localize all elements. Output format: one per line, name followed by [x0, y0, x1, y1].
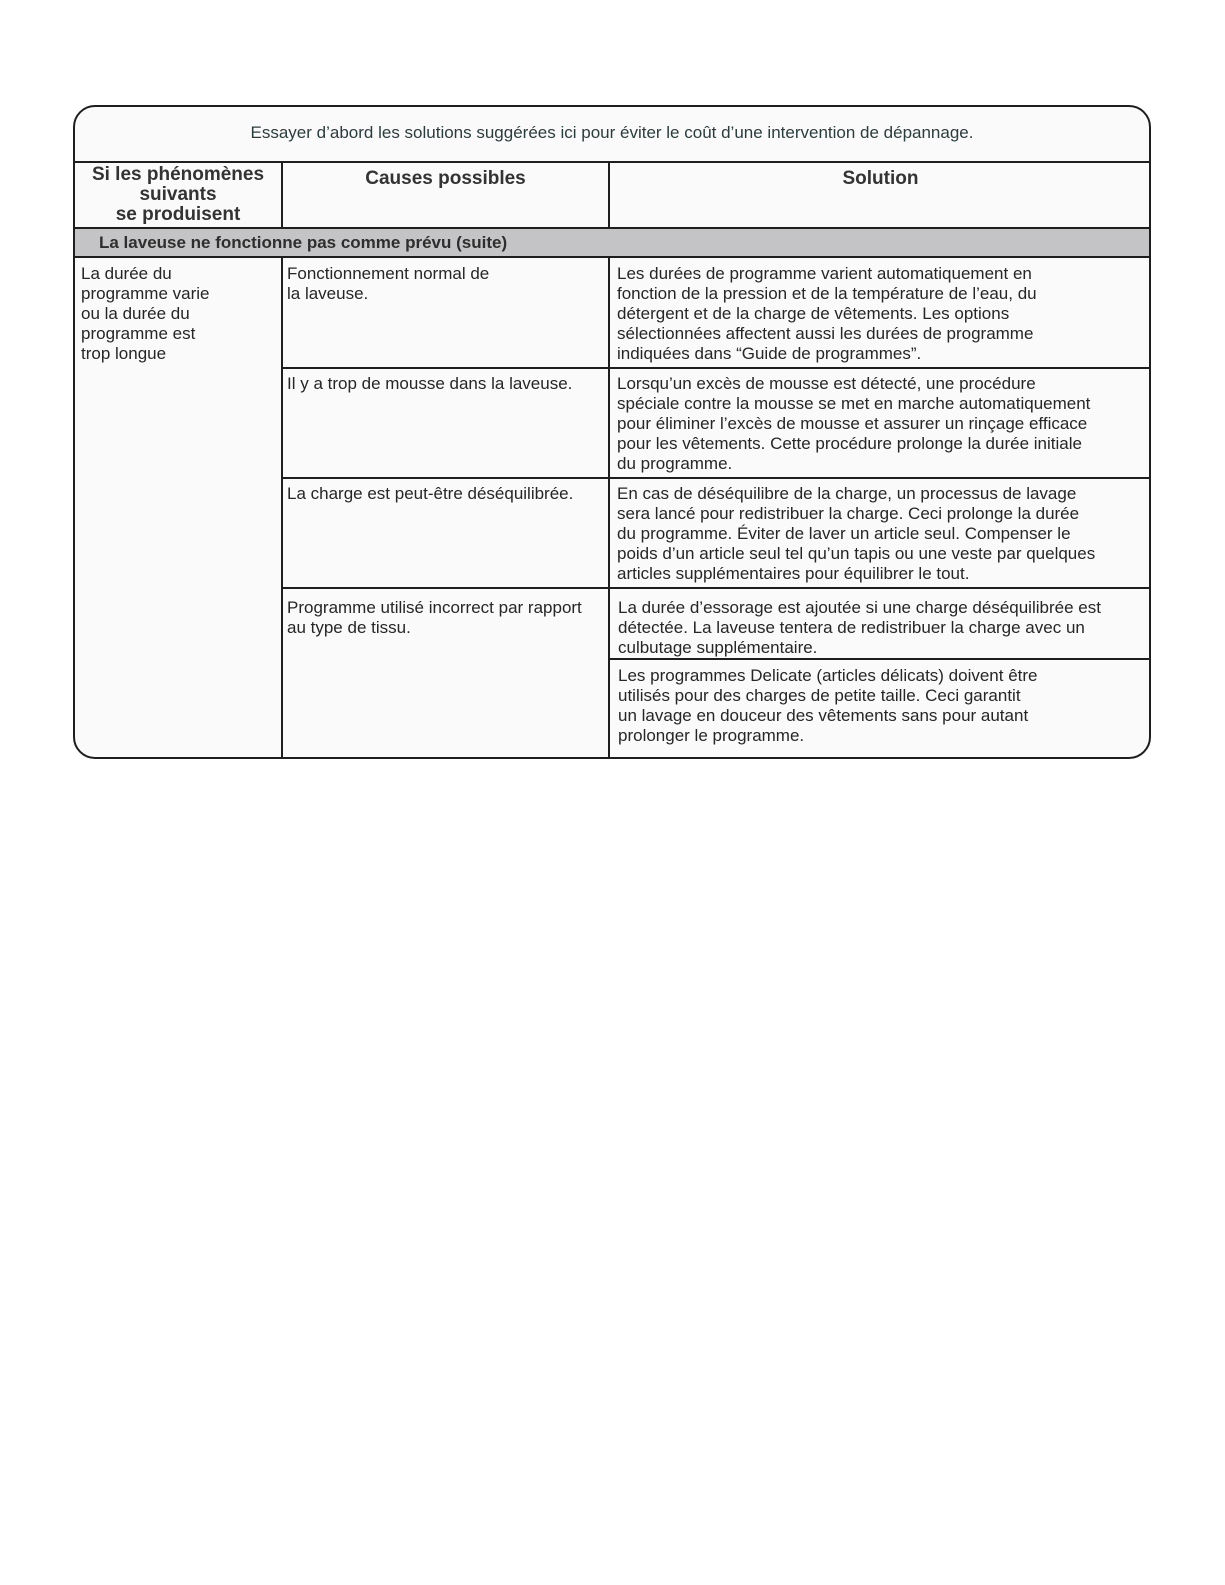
- header-solution: [610, 163, 1151, 229]
- column-divider: [608, 163, 610, 229]
- solution-line: La durée d’essorage est ajoutée si une charge déséquilibrée est: [618, 598, 1101, 617]
- cause-line: La charge est peut-être déséquilibrée.: [287, 484, 574, 503]
- header-solution-label: Solution: [842, 168, 919, 189]
- header-symptom: [75, 163, 281, 229]
- row-divider: [281, 367, 1151, 369]
- solution-line: du programme. Éviter de laver un article seul. Compenser le: [617, 524, 1071, 543]
- solution-line: pour les vêtements. Cette procédure prolonge la durée initiale: [617, 434, 1082, 453]
- column-divider: [281, 163, 283, 229]
- solution-line: sera lancé pour redistribuer la charge. Ceci prolonge la durée: [617, 504, 1080, 523]
- cause-line: au type de tissu.: [287, 618, 411, 637]
- solution-line: du programme.: [617, 454, 733, 473]
- solution-cell: [617, 484, 1147, 584]
- symptom-line: ou la durée du: [81, 304, 190, 323]
- header-causes: [283, 163, 608, 229]
- cause-cell: [287, 598, 605, 638]
- solution-line: un lavage en douceur des vêtements sans pour autant: [618, 706, 1029, 725]
- solution-line: articles supplémentaires pour équilibrer le tout.: [617, 564, 970, 583]
- symptom-cell: [81, 264, 277, 364]
- row-divider: [608, 658, 1151, 660]
- cause-cell: [287, 264, 605, 304]
- symptom-line: programme est: [81, 324, 196, 343]
- symptom-line: trop longue: [81, 344, 167, 363]
- solution-cell: [617, 374, 1147, 474]
- cause-line: Fonctionnement normal de: [287, 264, 490, 283]
- column-divider: [608, 258, 610, 759]
- solution-cell: [618, 598, 1148, 658]
- solution-line: culbutage supplémentaire.: [618, 638, 818, 657]
- solution-line: Les programmes Delicate (articles délicats) doivent être: [618, 666, 1038, 685]
- solution-line: Lorsqu’un excès de mousse est détecté, une procédure: [617, 374, 1036, 393]
- header-symptom-line: suivants: [139, 184, 217, 205]
- solution-line: En cas de déséquilibre de la charge, un processus de lavage: [617, 484, 1077, 503]
- solution-line: détergent et de la charge de vêtements. Les options: [617, 304, 1010, 323]
- cause-line: la laveuse.: [287, 284, 369, 303]
- solution-line: Les durées de programme varient automatiquement en: [617, 264, 1032, 283]
- cause-cell: [287, 484, 605, 504]
- intro-text: Essayer d’abord les solutions suggérées ici pour éviter le coût d’une intervention de dépannage.: [75, 107, 1149, 163]
- cause-cell: [287, 374, 605, 394]
- cause-line: Programme utilisé incorrect par rapport: [287, 598, 582, 617]
- solution-cell: [618, 666, 1148, 746]
- row-divider: [281, 477, 1151, 479]
- solution-line: spéciale contre la mousse se met en marche automatiquement: [617, 394, 1091, 413]
- header-symptom-line: se produisent: [115, 204, 241, 225]
- cause-line: Il y a trop de mousse dans la laveuse.: [287, 374, 573, 393]
- header-causes-label: Causes possibles: [365, 168, 526, 189]
- section-title: La laveuse ne fonctionne pas comme prévu (suite): [75, 229, 1149, 258]
- solution-line: indiquées dans “Guide de programmes”.: [617, 344, 922, 363]
- solution-line: poids d’un article seul tel qu’un tapis ou une veste par quelques: [617, 544, 1096, 563]
- solution-line: prolonger le programme.: [618, 726, 805, 745]
- solution-line: utilisés pour des charges de petite taille. Ceci garantit: [618, 686, 1021, 705]
- solution-line: fonction de la pression et de la température de l’eau, du: [617, 284, 1037, 303]
- row-divider: [281, 587, 1151, 589]
- symptom-line: programme varie: [81, 284, 210, 303]
- solution-cell: [617, 264, 1147, 364]
- solution-line: pour éliminer l’excès de mousse et assurer un rinçage efficace: [617, 414, 1088, 433]
- column-divider: [281, 258, 283, 759]
- troubleshooting-table: [73, 105, 1151, 759]
- symptom-line: La durée du: [81, 264, 172, 283]
- solution-line: détectée. La laveuse tentera de redistribuer la charge avec un: [618, 618, 1085, 637]
- solution-line: sélectionnées affectent aussi les durées de programme: [617, 324, 1034, 343]
- header-symptom-line: Si les phénomènes: [91, 164, 265, 185]
